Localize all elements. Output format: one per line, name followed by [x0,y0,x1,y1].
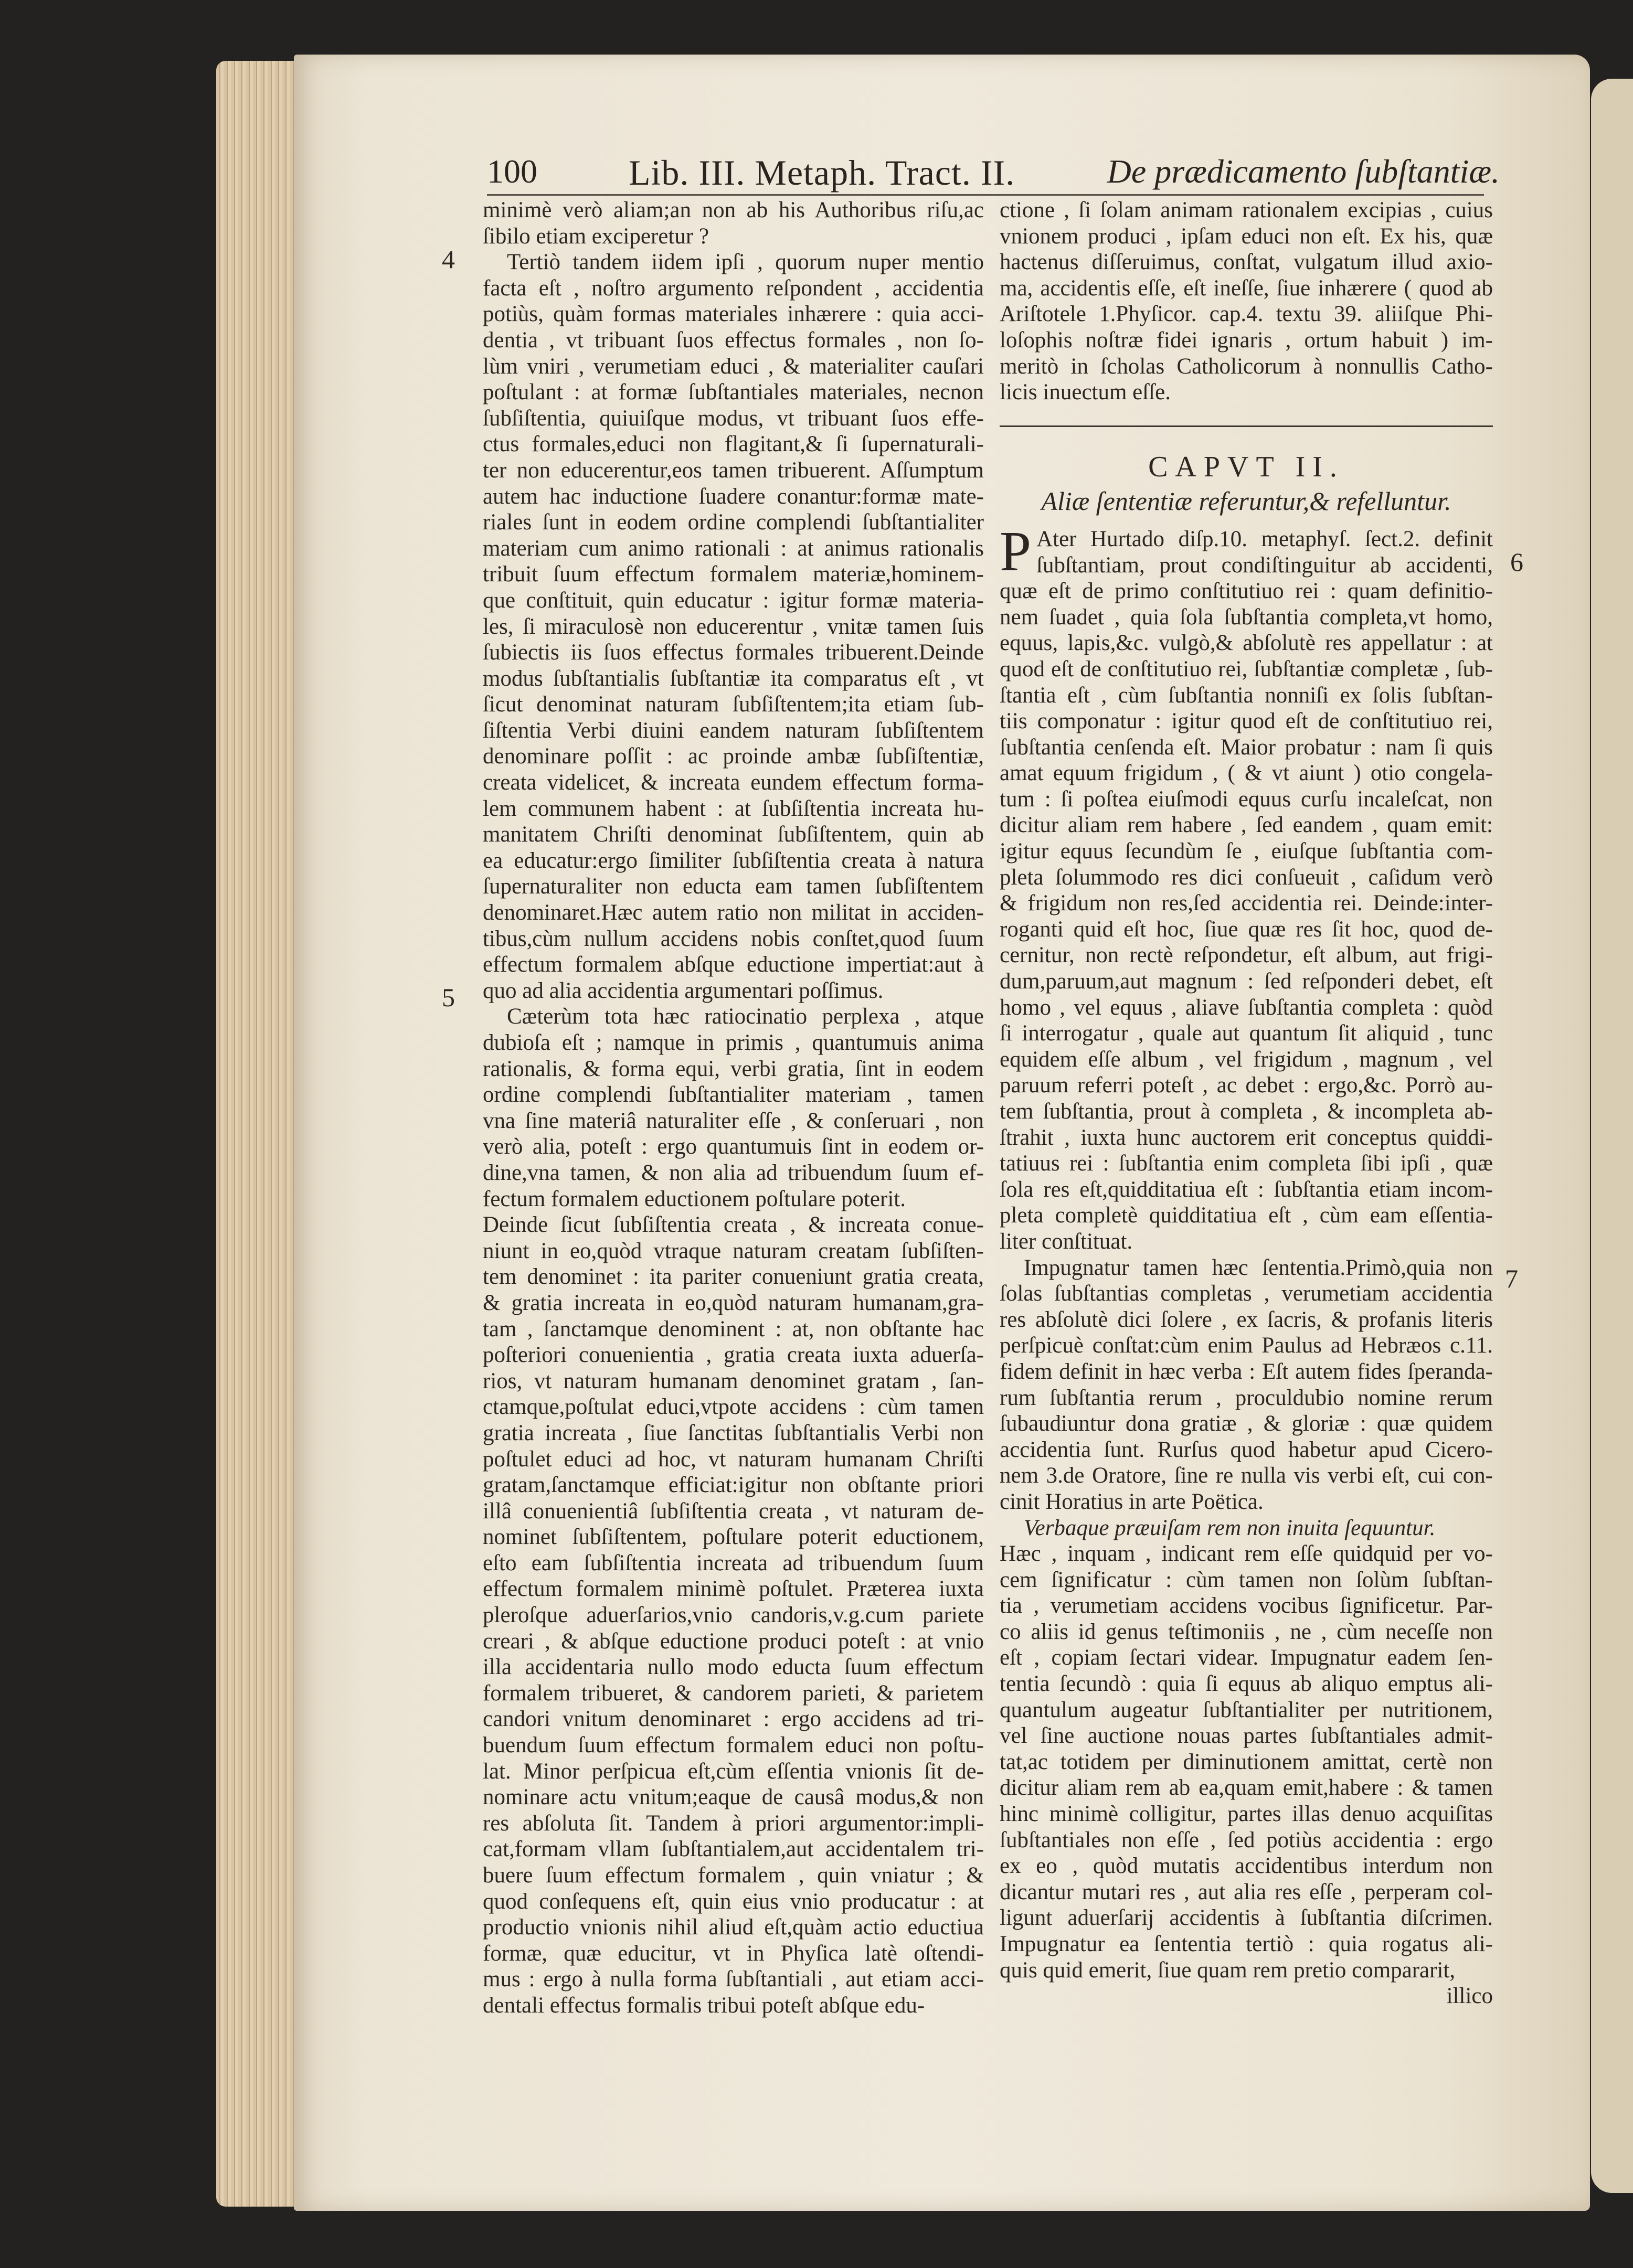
text-line: dentali effectus formalis tribui poteſt abſque edu- [483,1993,925,2018]
text-line: candori vnitum denominaret : ergo accidens ad tri- [483,1707,984,1732]
text-line: dentia , vt tribuant ſuos effectus formales , non ſo- [483,327,984,353]
text-line: nominet ſubſiſtentem, poſtulare poterit eductionem, [483,1525,984,1550]
text-line: gratia increata , ſiue ſanctitas ſubſtantialis Verbi non [483,1420,984,1445]
text-line: Impugnatur ea ſententia tertiò : quia rogatus ali- [1000,1932,1493,1956]
text-line: loſophis noſtræ fidei ignaris , ortum habuit ) im- [1000,327,1493,353]
text-line: dicitur aliam rem habere , ſed eandem , quam emit: [1000,813,1493,838]
text-line: effectum formalem minimè poſtulet. Præterea iuxta [483,1577,984,1602]
text-line: denominaret.Hæc autem ratio non militat in acciden- [483,900,984,925]
text-line: quo ad alia accidentia argumentari poſſimus. [483,978,884,1003]
text-line: ctamque,poſtulat educi,vtpote accidens : cùm tamen [483,1394,984,1420]
text-line: lùm vniri , verumetiam educi , & materialiter cauſari [483,354,984,379]
text-line: poſtulant : at formæ ſubſtantiales materiales, necnon [483,380,984,405]
text-line: formalem tribueret, & candorem parieti, & parietem [483,1680,984,1706]
text-line: Hæc , inquam , indicant rem eſſe quidquid per vo- [1000,1541,1493,1567]
text-line: formæ, quæ educitur, vt in Phyſica latè oſtendi- [483,1941,984,1966]
text-line: poſtulet educi ad hoc, vt naturam humanam Chriſti [483,1446,984,1472]
chapter-heading: CAPVT II. [1148,450,1344,483]
text-line: lat. Minor perſpicua eſt,cùm eſſentia vnionis ſit de- [483,1759,984,1784]
chapter-body [1000,520,1493,1983]
text-line: les, ſi miraculosè non educerentur , vnitæ tamen ſuis [483,614,984,639]
text-line: fidem definit in hæc verba : Eſt autem fides ſperanda- [1000,1359,1493,1384]
text-line: tem ſubſtantia, prout à completa , & incompleta ab- [1000,1099,1493,1124]
text-line: tatiuus rei : ſubſtantia enim completa ſibi ipſi , quæ [1000,1151,1493,1176]
text-line: potiùs, quàm formas materiales inhærere : quia acci- [483,302,984,327]
margin-number: 6 [1510,547,1523,577]
text-line: tibus,cùm nullum accidens nobis conſtet,quod ſuum [483,926,984,951]
text-line: dine,vna tamen, & non alia ad tribuendum ſuum ef- [483,1160,984,1185]
text-line: ſubaudiuntur dona gratiæ , & gloriæ : quæ quidem [1000,1411,1493,1436]
text-line: creari , & abſque eductione produci poteſt : at vnio [483,1628,984,1654]
text-line: dicantur mutari res , aut alia res eſſe , perperam col- [1000,1879,1493,1904]
text-line: eſt , copiam ſectari videar. Impugnatur eadem ſen- [1000,1645,1493,1670]
text-line: minimè verò aliam;an non ab his Authoribus riſu,ac [483,198,984,222]
text-line: ſubſtantiam, prout condiſtinguitur ab accidenti, [1036,552,1493,578]
text-line: manitatem Chriſti denominat ſubſiſtentem, quin ab [483,822,984,847]
text-line: Ariſtotele 1.Phyſicor. cap.4. textu 39. aliiſque Phi- [1000,302,1493,327]
text-line: ſibilo etiam exciperetur ? [483,223,709,249]
text-line: res abſoluta ſit. Tandem à priori argumentor:impli- [483,1811,984,1836]
text-line: quis quid emerit, ſiue quam rem pretio compararit, [1000,1957,1456,1983]
text-line: perſpicuè conſtat:cùm enim Paulus ad Hebræos c.11. [1000,1333,1493,1358]
text-line: ligunt aduerſarij accidentis à ſubſtantia diſcrimen. [1000,1905,1493,1931]
left-text-column [483,197,984,2019]
text-line: pleroſque aduerſarios,vnio candoris,v.g.cum pariete [483,1603,984,1628]
text-line: ma, accidentis eſſe, eſt ineſſe, ſiue inhærere ( quod ab [1000,275,1493,301]
text-line: ſiſtentia Verbi diuini eandem naturam ſubſiſtentem [483,718,984,743]
text-line: cat,formam vllam ſubſtantialem,aut accidentalem tri- [483,1837,984,1862]
text-line: ſtantia eſt , cùm ſubſtantia nonniſi ex ſolis ſubſtan- [1000,683,1493,708]
text-line: ſola res eſt,quidditatiua eſt : ſubſtantia etiam incom- [1000,1177,1493,1202]
text-line: rationalis, & forma equi, verbi gratia, ſint in eodem [483,1056,984,1081]
text-line: productio vnionis nihil aliud eſt,quàm actio eductiua [483,1915,984,1940]
running-head [487,152,1547,199]
text-line: equidem eſſe album , vel frigidum , magnum , vel [1000,1047,1493,1072]
text-line: Impugnatur tamen hæc ſententia.Primò,quia non [1024,1255,1493,1280]
text-line: Tertiò tandem iidem ipſi , quorum nuper mentio [507,250,984,275]
text-line: denominare poſſit : ac proinde ambæ ſubſiſtentiæ, [483,744,984,769]
text-line: ex eo , quòd mutatis accidentibus interdum non [1000,1854,1493,1879]
text-line: illâ conuenientiâ ſubſiſtentia creata , vt naturam de- [483,1498,984,1524]
text-line: cem ſignificatur : cùm tamen non ſolùm ſubſtan- [1000,1567,1493,1592]
text-line: materiam cum animo rationali : at animus rationalis [483,536,984,561]
chapter-subtitle: Aliæ ſententiæ referuntur,& refelluntur. [1041,486,1451,516]
text-line: ſubſtantia cenſenda eſt. Maior probatur : nam ſi quis [1000,734,1493,760]
text-line: ordine complendi ſubſtantialiter materiam , tamen [483,1082,984,1108]
text-line: verò alia, poteſt : ergo quantumuis ſint in eodem or- [483,1134,984,1159]
text-line: effectum formalem abſque eductione impertiat:aut à [483,952,984,977]
text-line: ſtrahit , iuxta hunc auctorem erit conceptus quiddi- [1000,1125,1493,1150]
text-line: lem communem habent : at ſubſiſtentia increata hu- [483,796,984,821]
text-line: co aliis id genus teſtimoniis , ne , cùm neceſſe non [1000,1619,1493,1644]
text-line: modus ſubſtantialis ſubſtantiæ ita comparatus eſt , vt [483,666,984,691]
text-line: amat equum frigidum , ( & vt aiunt ) otio congela- [1000,761,1493,786]
margin-number: 5 [442,983,455,1012]
text-line: ſubſiſtentia, quiuiſque modus, vt tribuant ſuos effe- [483,406,984,431]
text-line: Ater Hurtado diſp.10. metaphyſ. ſect.2. definit [1036,526,1493,551]
text-line: tat,ac totidem per diminutionem amittat, certè non [1000,1749,1493,1774]
text-line: tentia ſecundò : quia ſi equus ab aliquo emptus ali- [1000,1671,1493,1697]
text-line: Deinde ſicut ſubſiſtentia creata , & increata conue- [483,1212,984,1238]
text-line: dum,paruum,aut magnum : ſed reſponderi debet, eſt [1000,969,1493,994]
text-line: facta eſt , noſtro argumento reſpondent , accidentia [483,275,984,301]
text-line: riales ſunt in eodem ordine complendi ſubſtantialiter [483,510,984,535]
text-line: paruum referri poteſt , ac debet : ergo,&c. Porrò au- [1000,1073,1493,1098]
text-line: rum ſubſtantia rerum , proculdubio nomine rerum [1000,1385,1493,1410]
text-line: ctus formales,educi non flagitant,& ſi ſupernaturali- [483,432,984,457]
text-line: tam , ſanctamque denominent : at, non obſtante hac [483,1316,984,1341]
text-line: niunt in eo,quòd vtraque naturam creatam ſubſiſten- [483,1238,984,1263]
text-line: poſteriori conuenientia , gratia creata iuxta aduerſa- [483,1343,984,1368]
text-line: accidentia ſunt. Rurſus quod habetur apud Cicero- [1000,1437,1493,1462]
text-line: nem 3.de Oratore, ſine re nulla vis verbi eſt, cui con- [1000,1463,1493,1488]
text-line: gratam,ſanctamque efficiat:igitur non obſtante priori [483,1473,984,1498]
text-line: roganti quid eſt hoc, ſiue quæ res ſit hoc, quod de- [1000,917,1493,942]
text-line: pleta completè quidditatiua eſt , cùm eam eſſentia- [1000,1203,1493,1228]
text-line: homo , vel equus , aliave ſubſtantia completa : quòd [1000,995,1493,1020]
text-line: ſolas ſubſtantias completas , verumetiam accidentia [1000,1281,1493,1306]
margin-number: 7 [1505,1264,1518,1293]
text-line: tem denominet : ita pariter conueniunt gratia creata, [483,1264,984,1290]
catchword: illico [1446,1984,1493,2009]
text-line: mus : ergo à nulla forma ſubſtantiali , aut etiam acci- [483,1967,984,1992]
text-line: quantulum augeatur ſubſtantialiter per nutritionem, [1000,1697,1493,1722]
text-line: dicitur aliam rem ab ea,quam emit,habere : & tamen [1000,1775,1493,1801]
facing-page-edge [1591,79,1633,2193]
text-line: tiis componatur : igitur quod eſt de conſtitutiuo rei, [1000,709,1493,734]
text-line: quæ eſt de primo conſtitutiuo rei : quam definitio- [1000,579,1493,604]
text-line: Cæterùm tota hæc ratiocinatio perplexa , atque [507,1004,984,1029]
text-line: illa accidentaria nullo modo educta ſuum effectum [483,1655,984,1680]
page-number: 100 [487,153,537,190]
text-line: cinit Horatius in arte Poëtica. [1000,1489,1264,1514]
text-line: ſubſtantiales non eſſe , ſed potiùs accidentia : ergo [1000,1827,1493,1852]
text-line: nominare actu vnitum;eaque de causâ modus,& non [483,1785,984,1810]
text-line: meritò in ſcholas Catholicorum à nonnullis Catho- [1000,354,1493,379]
margin-number: 4 [442,244,455,274]
text-line: ſubiectis iis ſuos effectus formales tribuerent.Deinde [483,640,984,665]
drop-cap: P [1000,520,1032,583]
text-line: vnionem produci , ipſam educi non eſt. Ex his, quæ [1000,223,1493,249]
text-line: dubioſa eſt ; namque in primis , quantumuis anima [483,1030,984,1055]
right-text-column [1000,197,1493,2009]
text-line: buendum ſuum effectum formalem educi non poſtu- [483,1733,984,1758]
text-line: equus, lapis,&c. vulgò,& abſolutè res appellatur : at [1000,631,1493,656]
text-line: licis inuectum eſſe. [1000,380,1171,405]
text-line: hinc minimè colligitur, partes illas denuo acquiſitas [1000,1802,1493,1827]
text-line: tribuit ſuum effectum formalem materiæ,hominem- [483,562,984,587]
book-title: Lib. III. Metaph. Tract. II. [629,153,1015,193]
right-column-continuation [1000,197,1493,406]
text-line: res abſolutè dici ſolere , ex ſacris, & profanis literis [1000,1307,1493,1332]
text-line: & gratia increata in eo,quòd naturam humanam,gra- [483,1290,984,1315]
text-line: fectum formalem eductionem poſtulare poterit. [483,1186,906,1211]
text-line: ſicut denominat naturam ſubſiſtentem;ita etiam ſub- [483,692,984,717]
text-line: rios, vt naturam humanam denominet gratam , ſan- [483,1368,984,1393]
header-rule [487,194,1484,196]
text-line: ſi interrogatur , quale aut quantum ſit aliquid , tunc [1000,1021,1493,1046]
text-line: quod eſt de conſtitutiuo rei, ſubſtantiæ completæ , ſub- [1000,656,1493,682]
text-line: tia , verumetiam accidens vocibus ſignificetur. Par- [1000,1593,1493,1619]
chapter-separator-rule [1000,425,1493,427]
text-line: Verbaque præuiſam rem non inuita ſequuntur. [1024,1515,1436,1540]
text-line: pleta ſolummodo res dici conſueuit , caſidum verò [1000,865,1493,890]
text-line: eſto eam ſubſiſtentia increata ad tribuendum ſuum [483,1550,984,1575]
text-line: quod conſequens eſt, quin eius vnio producatur : at [483,1889,984,1914]
section-title: De prædicamento ſubſtantiæ. [1107,153,1500,190]
text-line: vna ſine materiâ naturaliter eſſe , & conſeruari , non [483,1108,984,1133]
text-line: autem hac inductione ſuadere conantur:formæ mate- [483,484,984,509]
text-line: igitur equus ſecundùm ſe , eiuſque ſubſtantia com- [1000,839,1493,864]
text-line: ea educatur:ergo ſimiliter ſubſiſtentia creata à natura [483,848,984,873]
text-line: tum : ſi poſtea eiuſmodi equus curſu incaleſcat, non [1000,786,1493,812]
text-line: hactenus diſſeruimus, conſtat, vulgatum illud axio- [1000,250,1493,275]
text-line: creata videlicet, & increata eundem effectum forma- [483,770,984,795]
text-line: ctione , ſi ſolam animam rationalem excipias , cuius [1000,198,1493,222]
text-line: vel ſine auctione nouas partes ſubſtantiales admit- [1000,1723,1493,1749]
text-line: liter conſtituat. [1000,1229,1133,1254]
text-line: cernitur, non rectè reſpondetur, eſt album, aut frigi- [1000,943,1493,968]
text-line: nem ſuadet , quia ſola ſubſtantia completa,vt homo, [1000,604,1493,630]
text-line: buere ſuum effectum formalem , quin vniatur ; & [483,1863,984,1888]
text-line: ter non educerentur,eos tamen tribuerent. Aſſumptum [483,457,984,483]
text-line: & frigidum non res,ſed accidentia rei. Deinde:inter- [1000,891,1493,916]
text-line: ſupernaturaliter non educta eam tamen ſubſiſtentem [483,874,984,899]
text-line: que conſtituit, quin educatur : igitur formæ materia- [483,588,984,613]
